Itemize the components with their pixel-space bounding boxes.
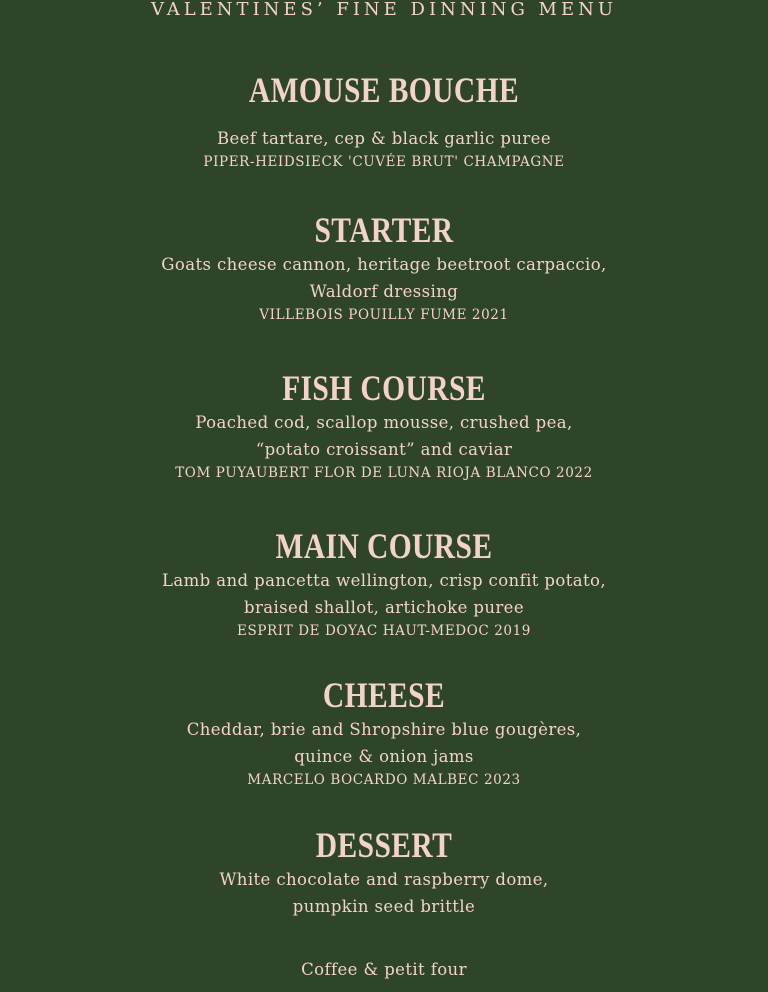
course-main: [0, 525, 768, 641]
wine-pairing: VILLEBOIS POUILLY FUME 2021: [259, 307, 509, 323]
wine-pairing: PIPER-HEIDSIECK 'CUVÉE BRUT' CHAMPAGNE: [203, 154, 565, 170]
wine-pairing: MARCELO BOCARDO MALBEC 2023: [247, 772, 521, 788]
course-starter: [0, 209, 768, 325]
wine-pairing: ESPRIT DE DOYAC HAUT-MEDOC 2019: [237, 623, 531, 639]
course-heading: CHEESE: [322, 675, 446, 715]
course-heading: FISH COURSE: [282, 368, 486, 408]
dish-line: pumpkin seed brittle: [292, 897, 476, 916]
menu-title: VALENTINES’ FINE DINNING MENU: [150, 0, 618, 20]
wine-pairing: TOM PUYAUBERT FLOR DE LUNA RIOJA BLANCO 2022: [175, 465, 593, 481]
dish-line: “potato croissant” and caviar: [255, 440, 513, 459]
dish-line: Cheddar, brie and Shropshire blue gougères,: [186, 720, 582, 739]
course-fish: [0, 367, 768, 483]
closing-line: Coffee & petit four: [301, 960, 467, 979]
course-amouse-bouche: [0, 69, 768, 172]
dish-line: Lamb and pancetta wellington, crisp confit potato,: [162, 571, 606, 590]
dish-line: Beef tartare, cep & black garlic puree: [216, 129, 551, 148]
dish-line: braised shallot, artichoke puree: [244, 598, 524, 617]
dish-line: Poached cod, scallop mousse, crushed pea,: [195, 413, 573, 432]
course-heading: MAIN COURSE: [275, 526, 493, 566]
course-heading: AMOUSE BOUCHE: [248, 70, 520, 110]
dish-line: Waldorf dressing: [309, 282, 459, 301]
course-heading: DESSERT: [315, 825, 453, 865]
dish-line: quince & onion jams: [294, 747, 474, 766]
course-cheese: [0, 674, 768, 790]
course-heading: STARTER: [314, 210, 454, 250]
dish-line: White chocolate and raspberry dome,: [219, 870, 549, 889]
course-dessert: [0, 824, 768, 920]
dish-line: Goats cheese cannon, heritage beetroot carpaccio,: [161, 255, 607, 274]
